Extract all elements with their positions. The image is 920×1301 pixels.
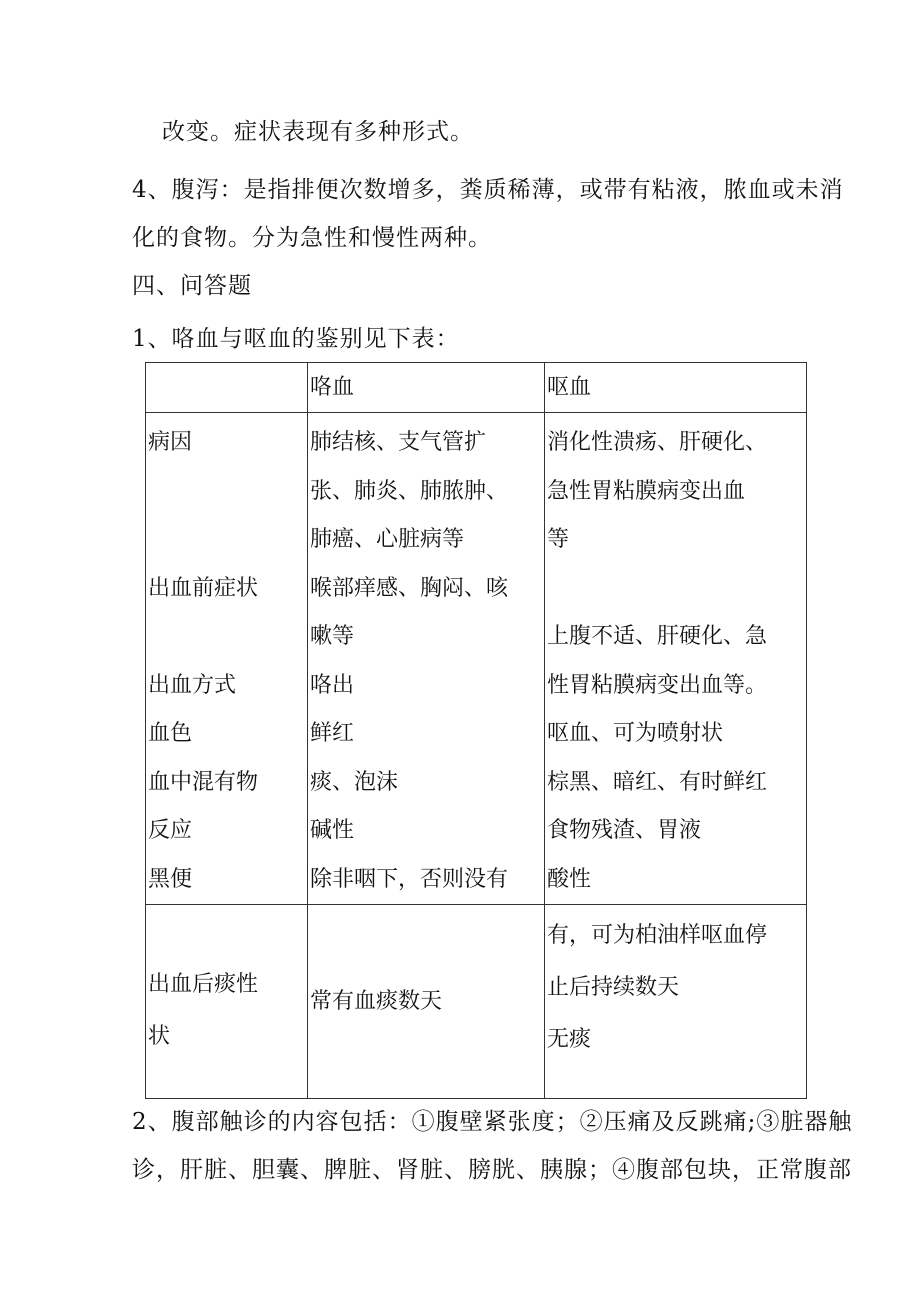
blank-line: [547, 565, 806, 614]
table-cell-text: 性胃粘膜病变出血等。: [547, 672, 768, 698]
paragraph-line: 4、腹泻：是指排便次数增多，粪质稀薄，或带有粘液，脓血或未消: [132, 177, 844, 203]
table-cell-text: 除非咽下，否则没有: [310, 866, 509, 892]
table-cell-text: 棕黑、暗红、有时鲜红: [547, 769, 768, 795]
table-cell-text: 酸性: [547, 866, 592, 892]
table-cell-text: 碱性: [310, 818, 355, 843]
criteria-column: [146, 905, 308, 1099]
question-1-intro: 1、咯血与呕血的鉴别见下表：: [132, 326, 460, 352]
table-cell-text: 嗽等: [310, 624, 355, 649]
table-cell-text: 止后持续数天: [547, 975, 680, 1000]
table-cell-text: 食物残渣、胃液: [547, 818, 702, 843]
table-cell-text: 肺结核、支气管扩: [310, 430, 487, 455]
criteria-label: 状: [148, 1023, 171, 1049]
question-2-answer: [132, 1098, 853, 1194]
criteria-label: 病因: [148, 430, 193, 455]
table-cell-text: 鲜红: [310, 721, 355, 746]
table-cell-text: 痰、泡沫: [310, 769, 399, 795]
criteria-label: 黑便: [148, 866, 193, 892]
table-row: [146, 413, 807, 905]
criteria-label: 出血方式: [148, 672, 237, 698]
hemoptysis-hematemesis-table: [145, 362, 807, 1099]
paragraph-line: 化的食物。分为急性和慢性两种。: [132, 225, 492, 251]
hemoptysis-column: [308, 905, 545, 1099]
blank-line: [148, 516, 307, 565]
blank-line: [148, 910, 307, 959]
header-cell-hematemesis: 呕血: [545, 363, 807, 413]
hematemesis-column: [545, 413, 807, 905]
table-cell-text: 肺癌、心脏病等: [310, 527, 465, 552]
table-cell-text: 等: [547, 527, 570, 552]
paragraph-continuation: 改变。症状表现有多种形式。: [162, 119, 474, 145]
table-cell-text: 急性胃粘膜病变出血: [547, 478, 746, 504]
table-cell-text: 无痰: [547, 1027, 592, 1052]
blank-line: [148, 613, 307, 662]
table-cell-text: 有，可为柏油样呕血停: [547, 923, 768, 948]
blank-line: [148, 468, 307, 517]
criteria-label: 出血前症状: [148, 575, 259, 601]
hematemesis-column: [545, 905, 807, 1099]
paragraph-line: 2、腹部触诊的内容包括：①腹壁紧张度；②压痛及反跳痛;③脏器触: [132, 1109, 853, 1135]
table-header-row: [146, 363, 807, 413]
paragraph-diarrhea: [132, 166, 844, 262]
table-cell-text: 消化性溃疡、肝硬化、: [547, 430, 768, 455]
criteria-column: [146, 413, 308, 905]
header-cell-hemoptysis: 咯血: [308, 363, 545, 413]
table-cell-text: 上腹不适、肝硬化、急: [547, 624, 768, 649]
paragraph-line: 诊，肝脏、胆囊、脾脏、肾脏、膀胱、胰腺；④腹部包块，正常腹部: [132, 1157, 852, 1183]
table-cell-text: 常有血痰数天: [310, 988, 443, 1014]
criteria-label: 血中混有物: [148, 769, 259, 795]
section-heading: 四、问答题: [132, 273, 252, 299]
criteria-label: 反应: [148, 818, 193, 843]
table-cell-text: 咯出: [310, 672, 355, 698]
table-cell-text: 喉部痒感、胸闷、咳: [310, 575, 509, 601]
criteria-label: 出血后痰性: [148, 971, 259, 997]
hemoptysis-column: [308, 413, 545, 905]
criteria-label: 血色: [148, 721, 193, 746]
header-cell-empty: [146, 363, 308, 413]
table-cell-text: 张、肺炎、肺脓肿、: [310, 478, 509, 504]
table-row: [146, 905, 807, 1099]
table-cell-text: 呕血、可为喷射状: [547, 721, 724, 746]
